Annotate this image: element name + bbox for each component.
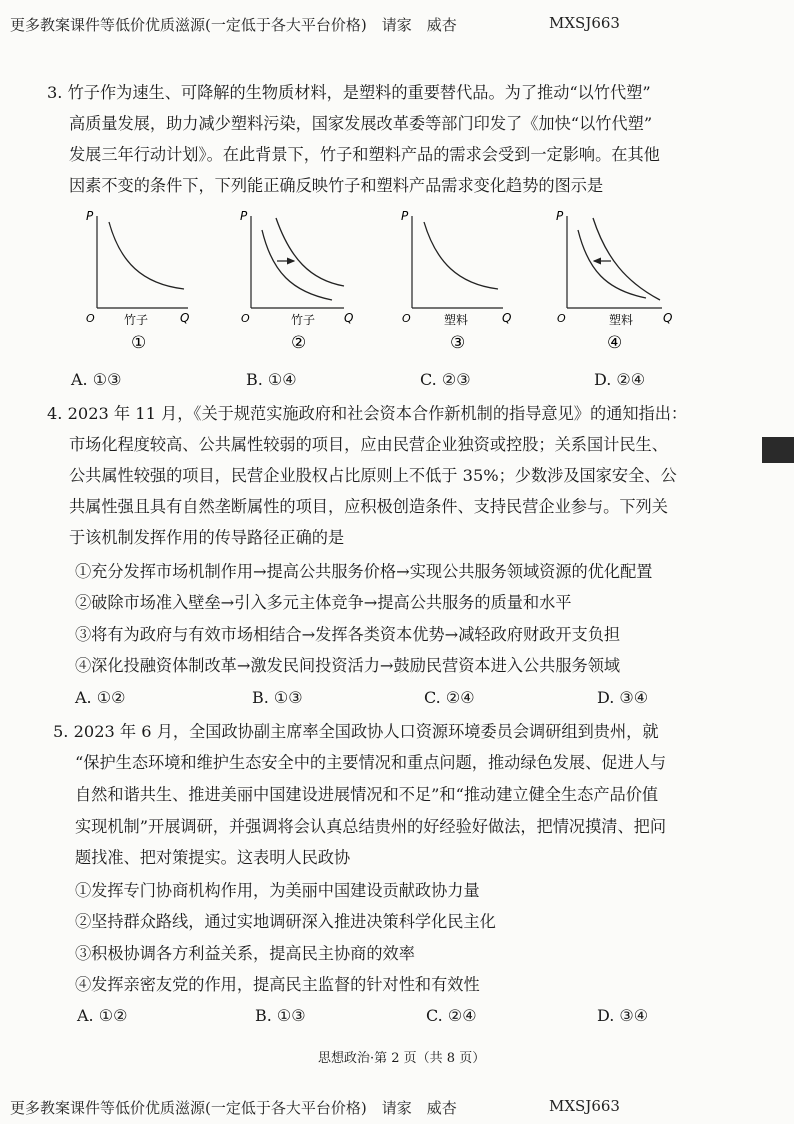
q5-line: 实现机制”开展调研，并强调将会认真总结贵州的好经验好做法，把情况摸清、把问 [75, 817, 667, 836]
q3-option-d[interactable]: D. ②④ [594, 370, 646, 389]
demand-curve-original [262, 230, 332, 300]
q3-line: 3. 竹子作为速生、可降解的生物质材料，是塑料的重要替代品。为了推动“以竹代塑” [47, 83, 651, 102]
graph-number: ④ [607, 333, 623, 353]
q4-option-d[interactable]: D. ③④ [597, 688, 649, 707]
x-label: Q [344, 311, 354, 325]
graph-item: 竹子 [124, 313, 149, 327]
origin-label: O [402, 312, 411, 325]
q4-line: 共属性强且具有自然垄断属性的项目，应积极创造条件、支持民营企业参与。下列关 [69, 497, 668, 516]
demand-curve-shifted [578, 230, 646, 298]
origin-label: O [241, 312, 250, 325]
demand-curve [424, 222, 498, 289]
x-label: Q [663, 311, 673, 325]
q5-line: 5. 2023 年 6 月，全国政协副主席率全国政协人口资源环境委员会调研组到贵州，就 [53, 722, 659, 741]
x-label: Q [180, 311, 190, 325]
q5-statement-1: ①发挥专门协商机构作用，为美丽中国建设贡献政协力量 [75, 881, 480, 900]
y-label: P [240, 209, 248, 223]
q5-option-a[interactable]: A. ①② [77, 1006, 128, 1025]
edge-tab-marker [762, 437, 794, 463]
q5-statement-3: ③积极协调各方利益关系，提高民主协商的效率 [75, 944, 415, 963]
graph-number: ② [291, 333, 307, 353]
q5-option-b[interactable]: B. ①③ [255, 1006, 306, 1025]
graph-4 [556, 209, 672, 353]
q3-option-b[interactable]: B. ①④ [246, 370, 297, 389]
origin-label: O [86, 312, 95, 325]
demand-curve-shifted [276, 218, 344, 286]
bottom-code: MXSJ663 [549, 1097, 620, 1115]
q4-statement-1: ①充分发挥市场机制作用→提高公共服务价格→实现公共服务领域资源的优化配置 [75, 562, 653, 581]
q5-line: “保护生态环境和维护生态安全中的主要情况和重点问题，推动绿色发展、促进人与 [75, 753, 667, 772]
q4-line: 于该机制发挥作用的传导路径正确的是 [69, 528, 345, 547]
q5-statement-4: ④发挥亲密友党的作用，提高民主监督的针对性和有效性 [75, 975, 480, 994]
q4-option-a[interactable]: A. ①② [75, 688, 126, 707]
y-label: P [556, 209, 564, 223]
q4-statement-3: ③将有为政府与有效市场相结合→发挥各类资本优势→减轻政府财政开支负担 [75, 625, 621, 644]
graph-item: 竹子 [291, 313, 316, 327]
q4-statement-4: ④深化投融资体制改革→激发民间投资活力→鼓励民营资本进入公共服务领域 [75, 656, 621, 675]
q3-option-a[interactable]: A. ①③ [71, 370, 122, 389]
origin-label: O [557, 312, 566, 325]
graph-item: 塑料 [609, 313, 634, 327]
graph-number: ① [131, 333, 147, 353]
q4-statement-2: ②破除市场准入壁垒→引入多元主体竞争→提高公共服务的质量和水平 [75, 593, 572, 612]
graph-3 [401, 209, 511, 353]
demand-graphs [0, 200, 794, 360]
header-notice: 更多教案课件等低价优质滋源(一定低于各大平台价格) 请家 威杏 [10, 16, 457, 34]
y-label: P [86, 209, 94, 223]
q5-line: 题找准、把对策提实。这表明人民政协 [75, 848, 351, 867]
q4-line: 市场化程度较高、公共属性较弱的项目，应由民营企业独资或控股；关系国计民生、 [69, 435, 668, 454]
q5-option-c[interactable]: C. ②④ [426, 1006, 477, 1025]
q5-line: 自然和谐共生、推进美丽中国建设进展情况和不足”和“推动建立健全生态产品价值 [75, 785, 659, 804]
q4-line: 公共属性较强的项目，民营企业股权占比原则上不低于 35%；少数涉及国家安全、公 [69, 466, 677, 485]
y-label: P [401, 209, 409, 223]
q3-line: 发展三年行动计划》。在此背景下，竹子和塑料产品的需求会受到一定影响。在其他 [69, 145, 660, 164]
q4-line: 4. 2023 年 11 月，《关于规范实施政府和社会资本合作新机制的指导意见》的通知指出： [47, 404, 688, 423]
q5-option-d[interactable]: D. ③④ [597, 1006, 649, 1025]
q4-option-c[interactable]: C. ②④ [424, 688, 475, 707]
q4-option-b[interactable]: B. ①③ [252, 688, 303, 707]
graph-item: 塑料 [444, 313, 469, 327]
q3-line: 因素不变的条件下，下列能正确反映竹子和塑料产品需求变化趋势的图示是 [69, 176, 604, 195]
page-number: 思想政治·第 2 页（共 8 页） [318, 1051, 486, 1066]
demand-curve-original [593, 218, 660, 300]
demand-curve [109, 222, 184, 289]
q3-line: 高质量发展，助力减少塑料污染，国家发展改革委等部门印发了《加快“以竹代塑” [69, 114, 653, 133]
header-code: MXSJ663 [549, 14, 620, 32]
graph-2 [240, 209, 353, 353]
q3-option-c[interactable]: C. ②③ [420, 370, 471, 389]
graph-number: ③ [450, 333, 466, 353]
q5-statement-2: ②坚持群众路线，通过实地调研深入推进决策科学化民主化 [75, 912, 496, 931]
bottom-notice: 更多教案课件等低价优质滋源(一定低于各大平台价格) 请家 威杏 [10, 1099, 457, 1117]
graph-1 [86, 209, 189, 353]
x-label: Q [502, 311, 512, 325]
